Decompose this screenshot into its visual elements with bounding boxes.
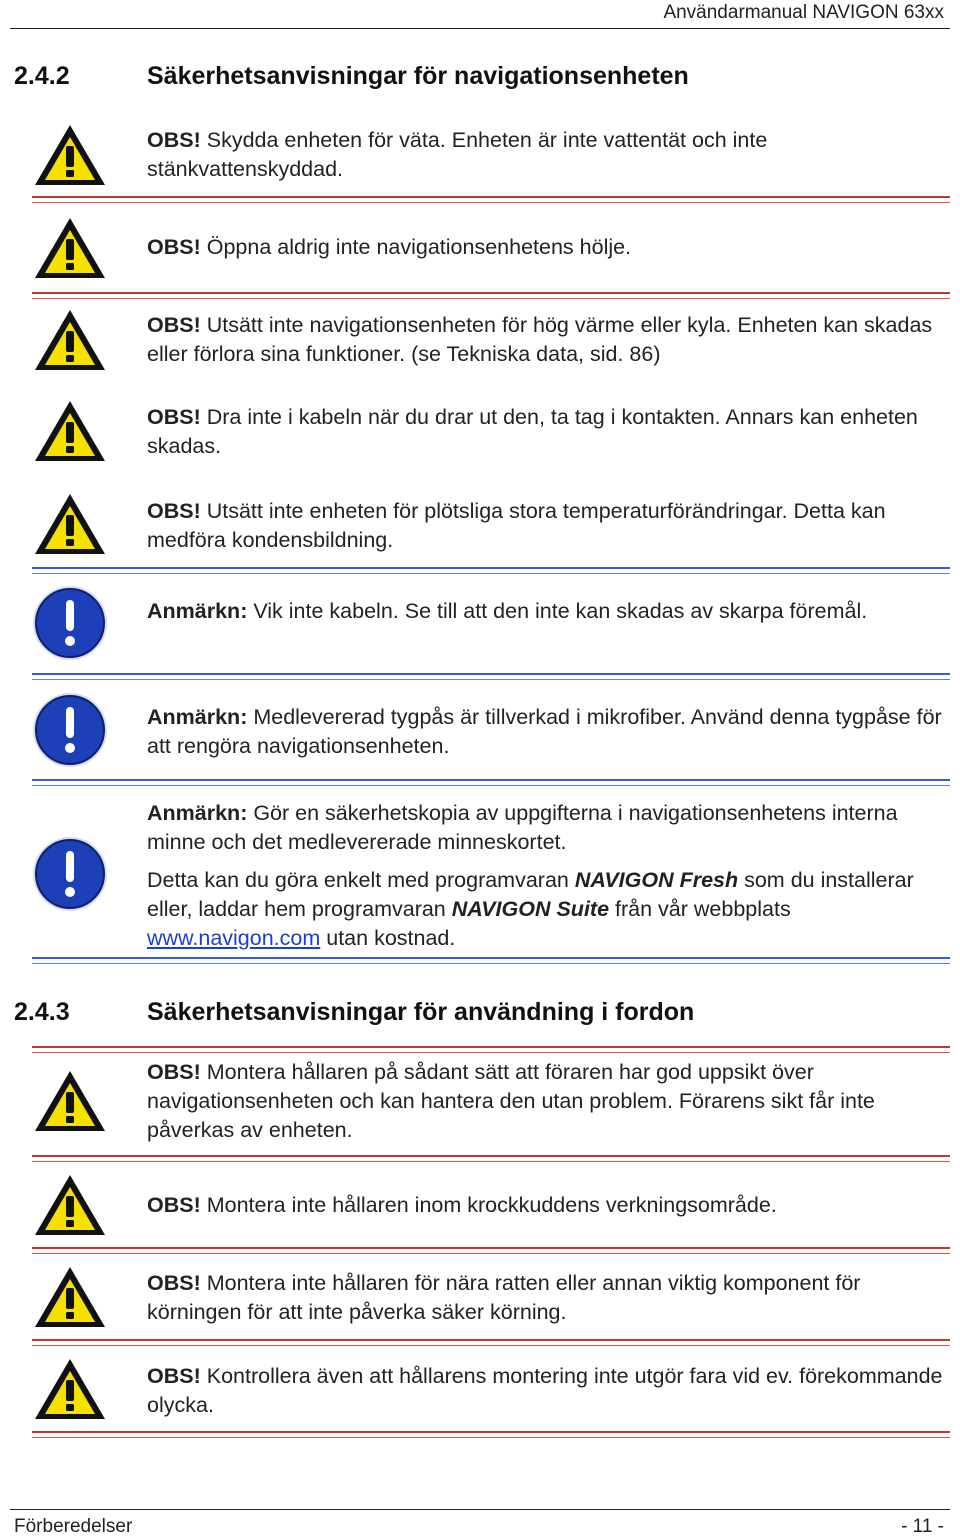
warning-triangle-icon xyxy=(32,1356,108,1422)
footer-chapter: Förberedelser xyxy=(14,1516,133,1537)
section-title: Säkerhetsanvisningar för navigationsenheten xyxy=(147,62,689,90)
note-text: Montera inte hållaren för nära ratten eller annan viktig komponent för körningen för att inte påverka säker körning. xyxy=(147,1271,861,1324)
section-number: 2.4.2 xyxy=(14,62,70,90)
page-number: - 11 - xyxy=(901,1516,944,1537)
website-link[interactable]: www.navigon.com xyxy=(147,926,321,950)
note-label: OBS! xyxy=(147,1193,201,1217)
note-label: Anmärkn: xyxy=(147,801,248,825)
page-header-title: Användarmanual NAVIGON 63xx xyxy=(663,2,944,23)
footer-rule xyxy=(10,1509,950,1510)
warning-triangle-icon xyxy=(32,122,108,188)
note-text: Utsätt inte enheten för plötsliga stora temperaturförändringar. Detta kan medföra kondensbildning. xyxy=(147,499,886,552)
warning-note xyxy=(147,1362,947,1420)
info-exclamation-icon xyxy=(32,692,108,768)
note-label: OBS! xyxy=(147,313,201,337)
info-note xyxy=(147,597,947,626)
note-label: OBS! xyxy=(147,128,201,152)
note-label: Anmärkn: xyxy=(147,599,248,623)
brand-name: NAVIGON Fresh xyxy=(574,868,739,892)
info-note xyxy=(147,799,947,953)
section-title: Säkerhetsanvisningar för användning i fordon xyxy=(147,998,695,1026)
note-label: Anmärkn: xyxy=(147,705,248,729)
warning-note xyxy=(147,497,947,555)
note-text: Skydda enheten för väta. Enheten är inte vattentät och inte stänkvattenskyddad. xyxy=(147,128,768,181)
note-text: Kontrollera även att hållarens montering inte utgör fara vid ev. förekommande olycka. xyxy=(147,1364,943,1417)
section-number: 2.4.3 xyxy=(14,998,70,1026)
warning-note xyxy=(147,1269,947,1327)
warning-note xyxy=(147,126,947,184)
warning-triangle-icon xyxy=(32,1264,108,1330)
info-note xyxy=(147,703,947,761)
warning-note xyxy=(147,403,947,461)
info-exclamation-icon xyxy=(32,836,108,912)
note-text: Detta kan du göra enkelt med programvaran xyxy=(147,868,575,892)
warning-triangle-icon xyxy=(32,215,108,281)
note-text: Öppna aldrig inte navigationsenhetens hölje. xyxy=(200,235,632,259)
warning-triangle-icon xyxy=(32,1172,108,1238)
header-rule xyxy=(10,28,950,29)
note-text: från vår webbplats xyxy=(609,897,791,921)
note-text: utan kostnad. xyxy=(320,926,456,950)
brand-name: NAVIGON Suite xyxy=(451,897,610,921)
note-label: OBS! xyxy=(147,1060,201,1084)
note-label: OBS! xyxy=(147,1364,201,1388)
note-text: Vik inte kabeln. Se till att den inte kan skadas av skarpa föremål. xyxy=(247,599,868,623)
note-text: Medlevererad tygpås är tillverkad i mikrofiber. Använd denna tygpåse för att rengöra navigationsenheten. xyxy=(147,705,942,758)
note-text: Dra inte i kabeln när du drar ut den, ta tag i kontakten. Annars kan enheten skadas. xyxy=(147,405,918,458)
note-text: Montera inte hållaren inom krockkuddens verkningsområde. xyxy=(200,1193,777,1217)
warning-note xyxy=(147,1058,947,1145)
warning-triangle-icon xyxy=(32,307,108,373)
note-label: OBS! xyxy=(147,499,201,523)
note-label: OBS! xyxy=(147,235,201,259)
note-text: Montera hållaren på sådant sätt att föraren har god uppsikt över navigationsenheten och kan hantera den utan problem. Förarens sikt får inte påverkas av enheten. xyxy=(147,1060,875,1142)
note-text: Gör en säkerhetskopia av uppgifterna i navigationsenhetens interna minne och det medlevererade minneskortet. xyxy=(147,801,898,854)
warning-triangle-icon xyxy=(32,1068,108,1134)
note-text: Utsätt inte navigationsenheten för hög värme eller kyla. Enheten kan skadas eller förlora sina funktioner. (se Tekniska data, sid. 86) xyxy=(147,313,933,366)
warning-triangle-icon xyxy=(32,491,108,557)
warning-triangle-icon xyxy=(32,398,108,464)
warning-note xyxy=(147,1191,947,1220)
info-exclamation-icon xyxy=(32,585,108,661)
warning-note xyxy=(147,233,947,262)
note-label: OBS! xyxy=(147,405,201,429)
note-label: OBS! xyxy=(147,1271,201,1295)
note-text: som du installerar eller, laddar hem programvaran xyxy=(147,868,914,921)
warning-note xyxy=(147,311,947,369)
